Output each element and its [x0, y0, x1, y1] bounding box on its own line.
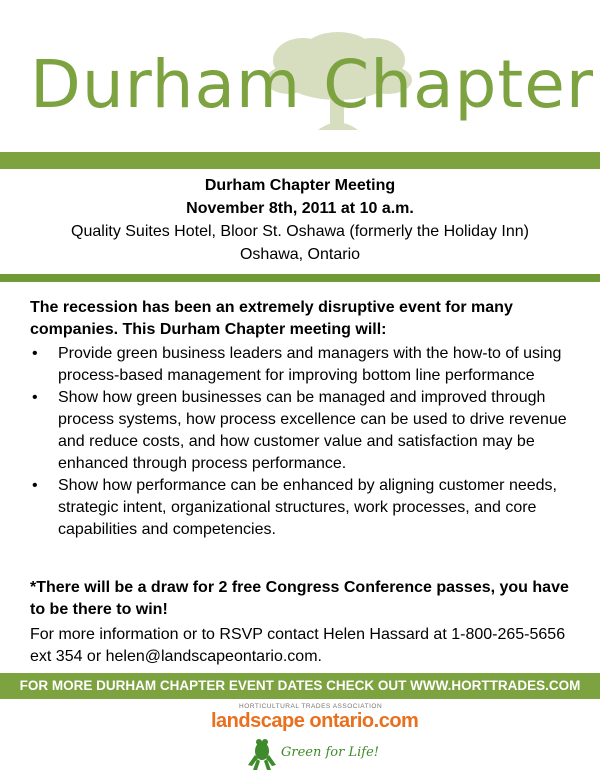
bullet-icon: •	[32, 345, 38, 362]
logo-brand: landscape ontario.com	[211, 710, 419, 732]
list-item	[30, 475, 578, 541]
landscape-ontario-logo	[195, 703, 419, 773]
bullet-icon: •	[32, 477, 38, 494]
list-item-text: Show how performance can be enhanced by aligning customer needs, strategic intent, organizational structures, work processes, and core capabilities and competencies.	[58, 477, 557, 538]
bullet-icon: •	[32, 389, 38, 406]
meeting-info	[0, 174, 600, 266]
contact-info: For more information or to RSVP contact Helen Hassard at 1-800-265-5656 ext 354 or helen@landscapeontario.com.	[30, 626, 566, 665]
frog-icon	[247, 737, 277, 771]
list-item-text: Provide green business leaders and managers with the how-to of using process-based management for improving bottom line performance	[58, 345, 562, 384]
meeting-city: Oshawa, Ontario	[239, 246, 361, 263]
header-divider	[0, 152, 600, 169]
meeting-name: Durham Chapter Meeting	[204, 177, 396, 194]
header	[0, 0, 600, 150]
footer-banner: FOR MORE DURHAM CHAPTER EVENT DATES CHECK OUT WWW.HORTTRADES.COM	[0, 673, 600, 699]
list-item-text: Show how green businesses can be managed and improved through process systems, how process excellence can be used to drive revenue and reduce costs, and how customer value and satisfaction may be enhanced through process performance.	[58, 389, 567, 472]
logo-tagline: Green for Life!	[281, 745, 379, 760]
list-item	[30, 387, 578, 475]
agenda-list	[30, 343, 578, 541]
meeting-venue: Quality Suites Hotel, Bloor St. Oshawa (formerly the Holiday Inn)	[71, 223, 529, 240]
page-title: Durham Chapter	[30, 46, 595, 123]
meeting-date: November 8th, 2011 at 10 a.m.	[186, 200, 414, 217]
logo-association: HORTICULTURAL TRADES ASSOCIATION	[239, 703, 383, 710]
draw-notice: *There will be a draw for 2 free Congress Conference passes, you have to be there to win!	[30, 579, 569, 618]
intro-text: The recession has been an extremely disruptive event for many companies. This Durham Chapter meeting will:	[30, 299, 513, 338]
list-item	[30, 343, 578, 387]
section-divider	[0, 274, 600, 282]
